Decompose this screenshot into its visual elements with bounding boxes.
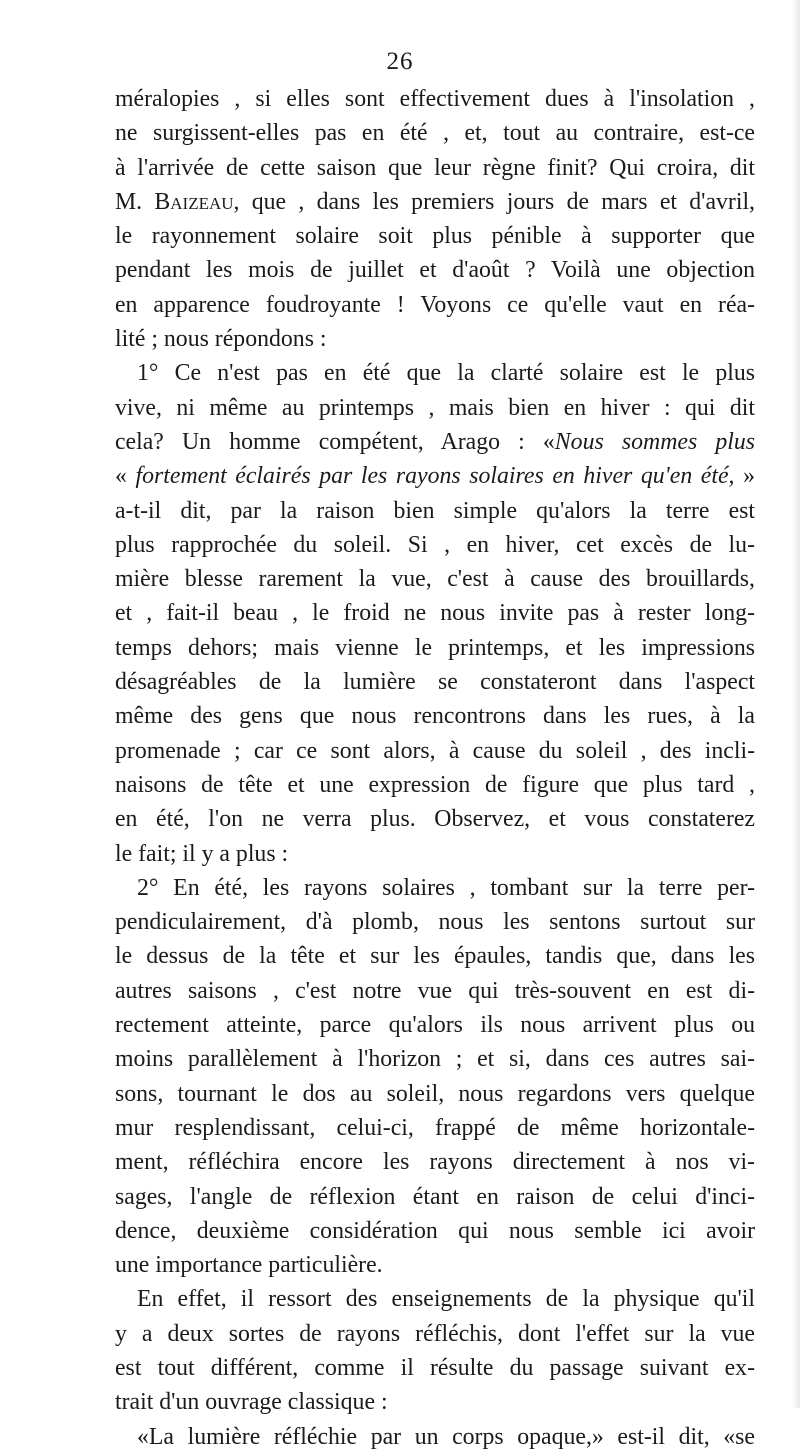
text-line: trait d'un ouvrage classique : [115, 1389, 388, 1416]
text-line: mière blesse rarement la vue, c'est à cause des brouillards, [115, 566, 755, 593]
text-line: est tout différent, comme il résulte du passage suivant ex- [115, 1354, 755, 1381]
text-line [115, 425, 755, 459]
text-line: 2° En été, les rayons solaires , tombant sur la terre per- [137, 874, 755, 901]
page-number: 26 [386, 48, 414, 75]
text-line: en été, l'on ne verra plus. Observez, et vous constaterez [115, 806, 755, 833]
text-line [115, 459, 755, 493]
text-line: naisons de tête et une expression de figure que plus tard , [115, 771, 755, 798]
text-line: autres saisons , c'est notre vue qui très-souvent en est di- [115, 977, 755, 1004]
text-line: moins parallèlement à l'horizon ; et si, dans ces autres sai- [115, 1046, 755, 1073]
text-line: en apparence foudroyante ! Voyons ce qu'elle vaut en réa- [115, 291, 755, 318]
text-segment: M. [115, 188, 155, 215]
text-segment: cela? Un homme compétent, Arago : « [115, 428, 555, 455]
text-line: 1° Ce n'est pas en été que la clarté solaire est le plus [137, 360, 755, 387]
text-line: plus rapprochée du soleil. Si , en hiver, cet excès de lu- [115, 531, 755, 558]
text-line: pendiculairement, d'à plomb, nous les sentons surtout sur [115, 909, 755, 936]
text-line: pendant les mois de juillet et d'août ? Voilà une objection [115, 257, 755, 284]
author-name-small-caps: Baizeau [154, 188, 234, 215]
text-line: lité ; nous répondons : [115, 326, 327, 353]
text-line: méralopies , si elles sont effectivement dues à l'insolation , [115, 86, 755, 112]
text-line: En effet, il ressort des enseignements de la physique qu'il [137, 1286, 755, 1313]
text-line: a-t-il dit, par la raison bien simple qu'alors la terre est [115, 497, 755, 524]
text-line: temps dehors; mais vienne le printemps, et les impressions [115, 634, 755, 661]
text-line: vive, ni même au printemps , mais bien en hiver : qui dit [115, 394, 755, 421]
text-line: y a deux sortes de rayons réfléchis, dont l'effet sur la vue [115, 1320, 755, 1347]
text-line: ment, réfléchira encore les rayons directement à nos vi- [115, 1149, 755, 1176]
text-line: le rayonnement solaire soit plus pénible à supporter que [115, 223, 755, 250]
italic-quotation: Nous sommes plus [554, 428, 755, 455]
text-line: une importance particulière. [115, 1252, 383, 1279]
text-line [115, 185, 755, 219]
text-line: le dessus de la tête et sur les épaules, tandis que, dans les [115, 943, 755, 970]
text-line: «La lumière réfléchie par un corps opaque,» est-il dit, «se [137, 1423, 755, 1450]
body-text [115, 82, 755, 1454]
text-line: promenade ; car ce sont alors, à cause du soleil , des incli- [115, 737, 755, 764]
text-line: rectement atteinte, parce qu'alors ils nous arrivent plus ou [115, 1012, 755, 1039]
text-segment: , que , dans les premiers jours de mars et d'avril, [233, 188, 756, 215]
text-line: sons, tournant le dos au soleil, nous regardons vers quelque [115, 1080, 755, 1107]
italic-quotation: fortement éclairés par les rayons solaires en hiver qu'en été, [135, 463, 735, 490]
text-line: le fait; il y a plus : [115, 840, 289, 867]
text-segment: « [115, 463, 136, 490]
text-line: dence, deuxième considération qui nous semble ici avoir [115, 1217, 755, 1244]
text-line: à l'arrivée de cette saison que leur règne finit? Qui croira, dit [115, 154, 755, 181]
text-line: sages, l'angle de réflexion étant en raison de celui d'inci- [115, 1183, 755, 1210]
text-line: et , fait-il beau , le froid ne nous invite pas à rester long- [115, 600, 755, 627]
text-line: mur resplendissant, celui-ci, frappé de même horizontale- [115, 1114, 755, 1141]
text-segment: » [734, 463, 755, 490]
text-line: désagréables de la lumière se constateront dans l'aspect [115, 669, 755, 696]
text-line: ne surgissent-elles pas en été , et, tout au contraire, est-ce [115, 120, 755, 147]
text-line: même des gens que nous rencontrons dans les rues, à la [115, 703, 755, 730]
page-edge-shadow [792, 0, 800, 1408]
